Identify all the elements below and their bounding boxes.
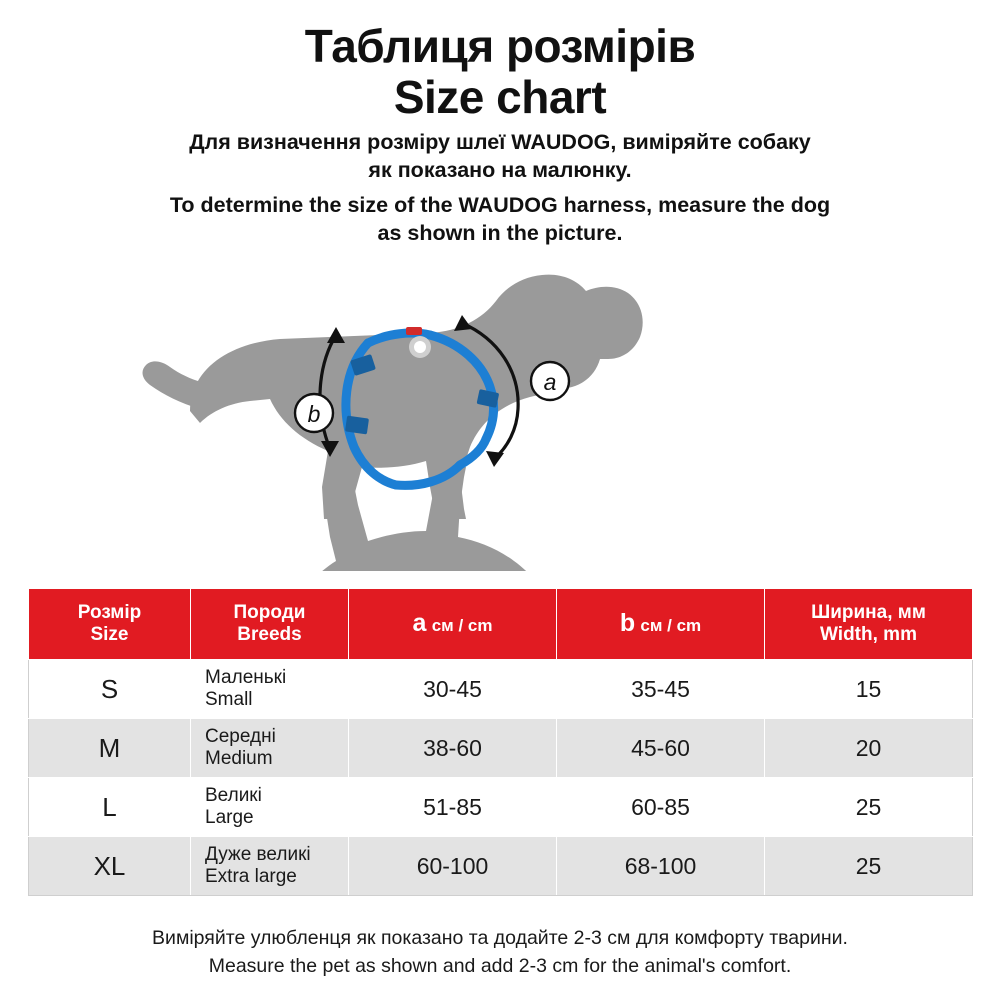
cell-breeds-ua: Маленькі	[205, 666, 287, 688]
table-header	[29, 589, 973, 660]
cell-width: 25	[765, 778, 973, 837]
label-b-text: b	[307, 401, 321, 428]
label-a-badge	[531, 362, 569, 400]
page-title-en: Size chart	[393, 70, 607, 123]
subtitle-en-line1: To determine the size of the WAUDOG harness, measure the dog	[169, 193, 831, 218]
cell-width: 20	[765, 719, 973, 778]
cell-breeds	[191, 660, 349, 719]
header-a	[349, 589, 557, 660]
cell-breeds-en: Extra large	[205, 866, 297, 887]
subtitle-ua	[50, 129, 950, 184]
subtitle-ua-line1: Для визначення розміру шлеї WAUDOG, виміряйте собаку	[189, 130, 811, 155]
cell-width: 15	[765, 660, 973, 719]
size-table	[28, 588, 973, 896]
header-width-ua: Ширина, мм	[811, 601, 926, 623]
header-breeds-ua: Породи	[233, 601, 306, 623]
header-breeds	[191, 589, 349, 660]
page-title-ua: Таблиця розмірів	[304, 20, 696, 72]
header-breeds-en: Breeds	[237, 624, 302, 645]
cell-breeds	[191, 837, 349, 896]
table-row	[29, 660, 973, 719]
cell-b: 35-45	[557, 660, 765, 719]
cell-b: 60-85	[557, 778, 765, 837]
cell-a: 38-60	[349, 719, 557, 778]
header-a-letter: a	[412, 609, 427, 638]
label-a-text: a	[543, 369, 557, 396]
header-a-unit: см / cm	[431, 616, 493, 636]
table-row	[29, 778, 973, 837]
table-row	[29, 719, 973, 778]
header-width-en: Width, mm	[820, 624, 917, 645]
footer-note-ua: Виміряйте улюбленця як показано та додайте 2-3 см для комфорту тварини.	[152, 927, 848, 949]
table-row	[29, 837, 973, 896]
subtitle-en-line2: as shown in the picture.	[377, 220, 623, 245]
cell-breeds-en: Small	[205, 689, 253, 710]
table-header-row	[29, 589, 973, 660]
footer-note-en: Measure the pet as shown and add 2-3 cm for the animal's comfort.	[208, 954, 792, 977]
header-width	[765, 589, 973, 660]
subtitle-ua-line2: як показано на малюнку.	[368, 157, 632, 182]
header-size-ua: Розмір	[77, 601, 142, 623]
dog-harness-diagram	[130, 251, 870, 571]
label-b-badge	[295, 394, 333, 432]
table-body	[29, 660, 973, 896]
header	[0, 0, 1000, 247]
cell-width: 25	[765, 837, 973, 896]
cell-size: S	[29, 660, 191, 719]
size-table-container	[28, 588, 972, 896]
cell-breeds-ua: Дуже великі	[205, 843, 311, 865]
cell-breeds	[191, 719, 349, 778]
header-b	[557, 589, 765, 660]
cell-a: 51-85	[349, 778, 557, 837]
header-b-letter: b	[619, 609, 636, 638]
cell-breeds	[191, 778, 349, 837]
cell-breeds-en: Large	[205, 807, 254, 828]
header-size-en: Size	[90, 624, 129, 645]
dog-illustration	[0, 251, 1000, 571]
cell-a: 30-45	[349, 660, 557, 719]
cell-size: M	[29, 719, 191, 778]
footer-note	[0, 925, 1000, 980]
cell-breeds-ua: Середні	[205, 725, 276, 747]
cell-breeds-en: Medium	[205, 748, 273, 769]
header-size	[29, 589, 191, 660]
cell-size: L	[29, 778, 191, 837]
cell-a: 60-100	[349, 837, 557, 896]
header-b-unit: см / cm	[640, 616, 702, 636]
cell-size: XL	[29, 837, 191, 896]
subtitle-en	[50, 192, 950, 247]
cell-breeds-ua: Великі	[205, 784, 262, 806]
cell-b: 45-60	[557, 719, 765, 778]
cell-b: 68-100	[557, 837, 765, 896]
